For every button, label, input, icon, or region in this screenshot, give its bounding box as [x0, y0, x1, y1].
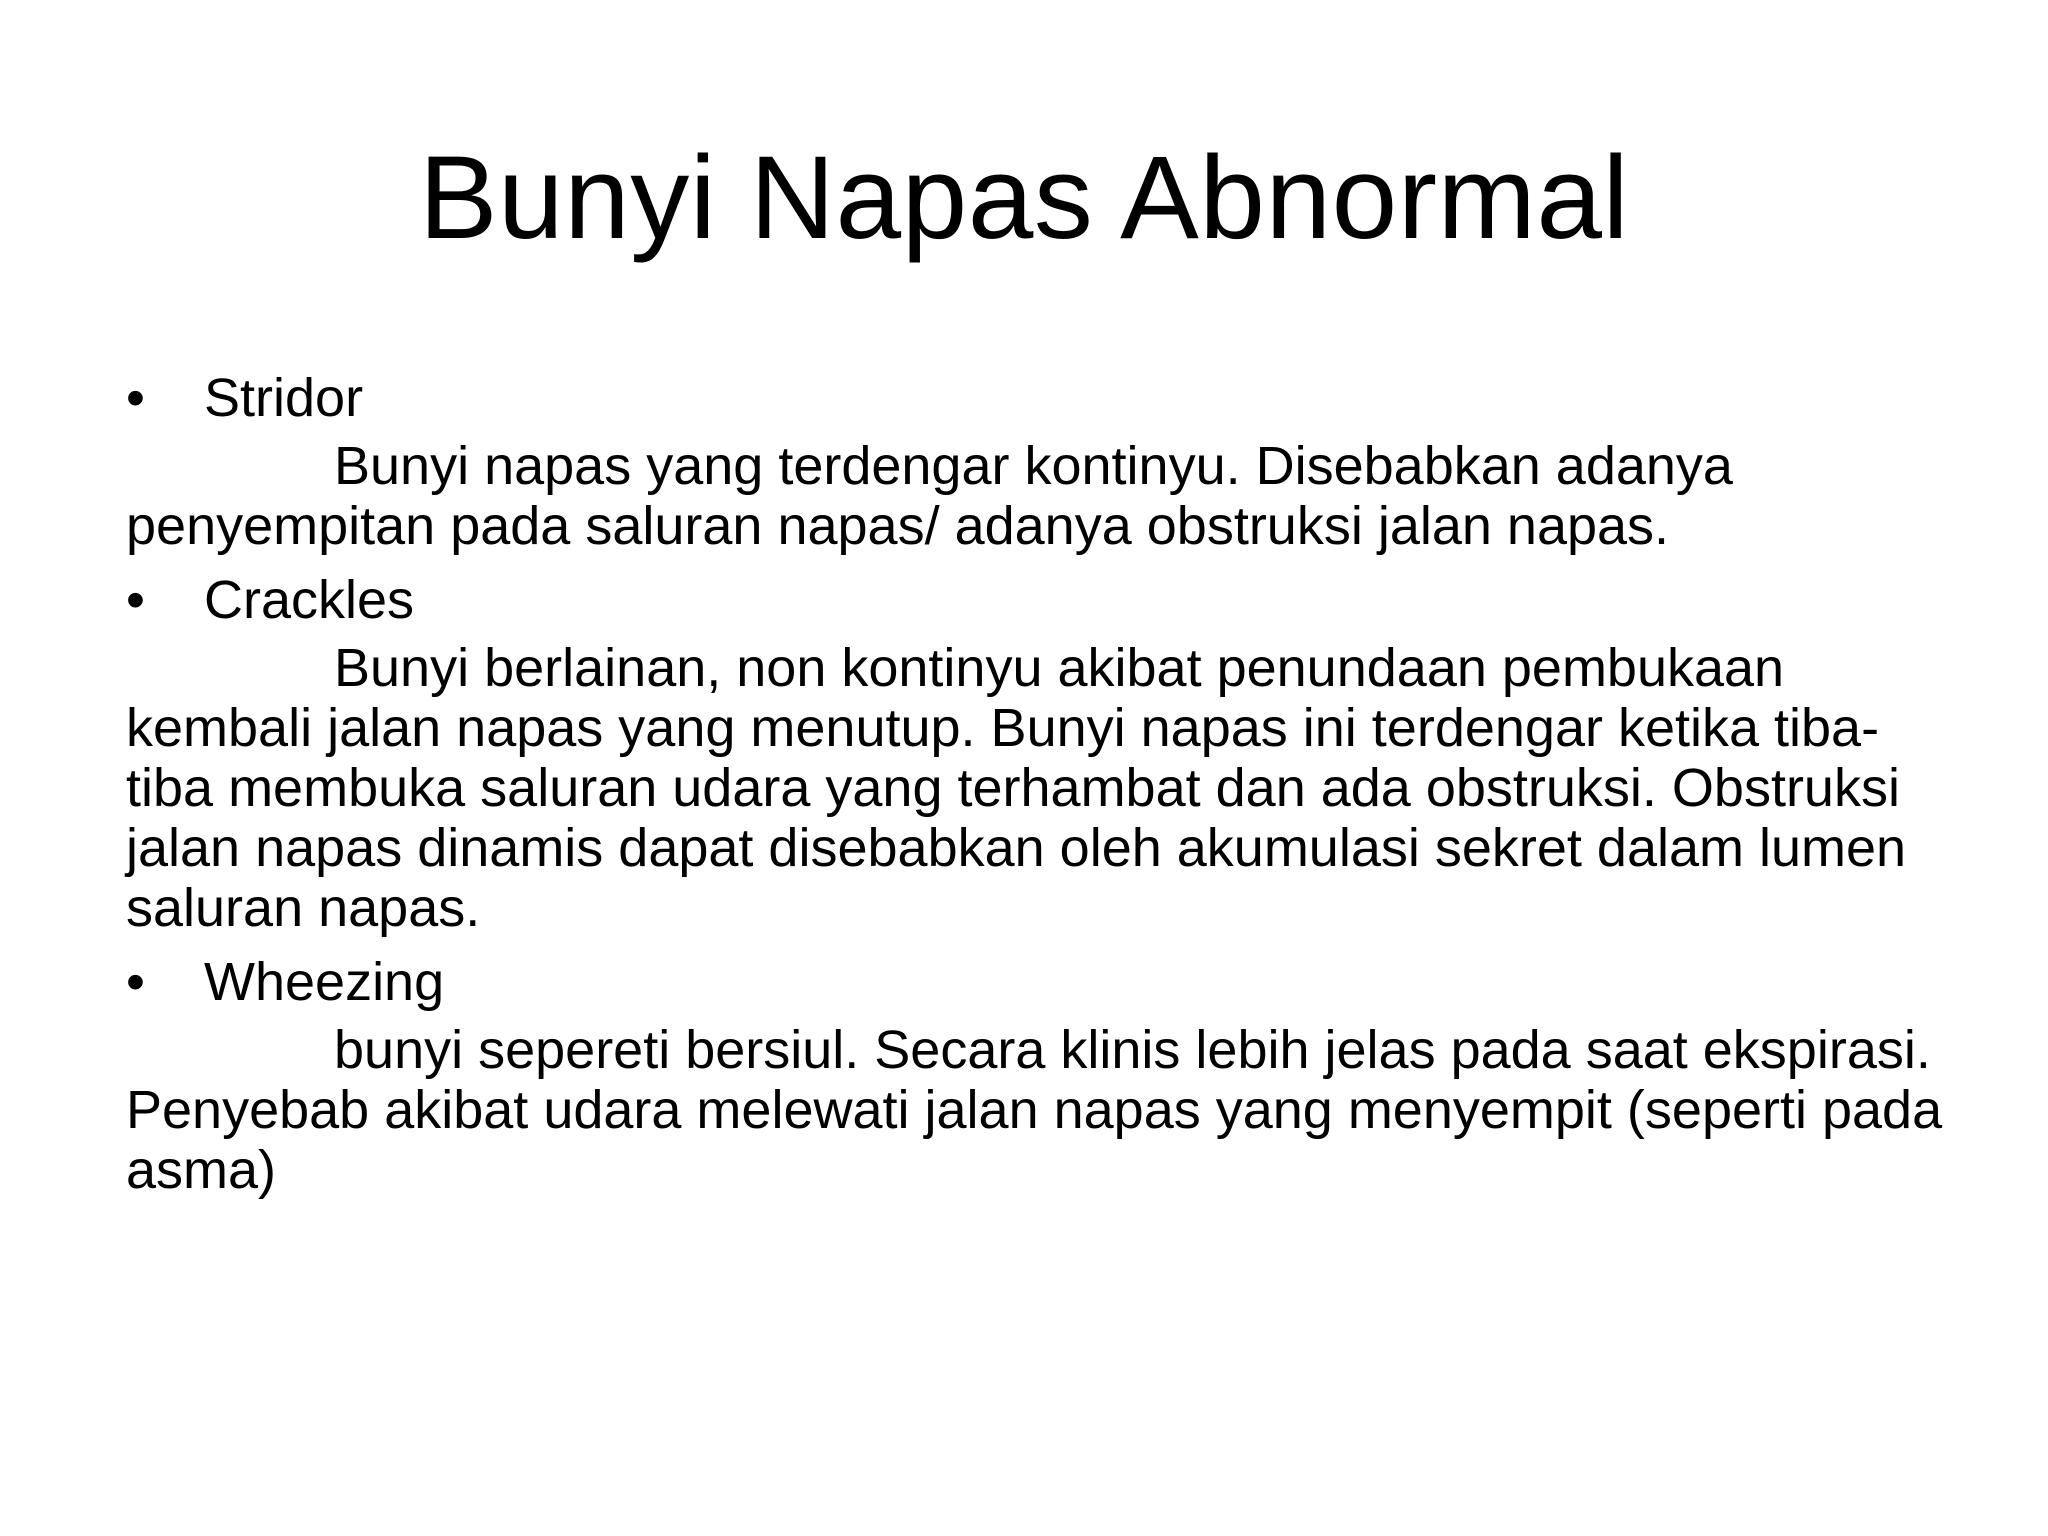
slide-title: Bunyi Napas Abnormal: [418, 132, 1630, 264]
bullet-icon: •: [126, 952, 145, 1012]
bullet-icon: •: [126, 570, 145, 630]
item-description-wheezing: bunyi sepereti bersiul. Secara klinis lebih jelas pada saat ekspirasi. Penyebab akibat udara melewati jalan napas yang menyempit (seperti pada asma): [126, 1020, 1943, 1200]
item-heading-stridor: Stridor: [204, 368, 364, 428]
item-description-stridor: Bunyi napas yang terdengar kontinyu. Disebabkan adanya penyempitan pada saluran napas/ adanya obstruksi jalan napas.: [126, 436, 1733, 556]
item-heading-crackles: Crackles: [204, 570, 415, 630]
bullet-heading: [126, 570, 1956, 630]
item-description-crackles: Bunyi berlainan, non kontinyu akibat penundaan pembukaan kembali jalan napas yang menutup. Bunyi napas ini terdengar ketika tiba-tiba membuka saluran udara yang terhambat dan ada obstruksi. Obstruksi jalan napas dinamis dapat disebabkan oleh akumulasi sekret dalam lumen saluran napas.: [126, 638, 1907, 938]
slide-content: [126, 368, 1956, 1214]
list-item-stridor: [126, 368, 1956, 556]
item-heading-wheezing: Wheezing: [204, 952, 445, 1012]
bullet-heading: [126, 952, 1956, 1012]
bullet-heading: [126, 368, 1956, 428]
list-item-wheezing: [126, 952, 1956, 1200]
list-item-crackles: [126, 570, 1956, 938]
bullet-icon: •: [126, 368, 145, 428]
